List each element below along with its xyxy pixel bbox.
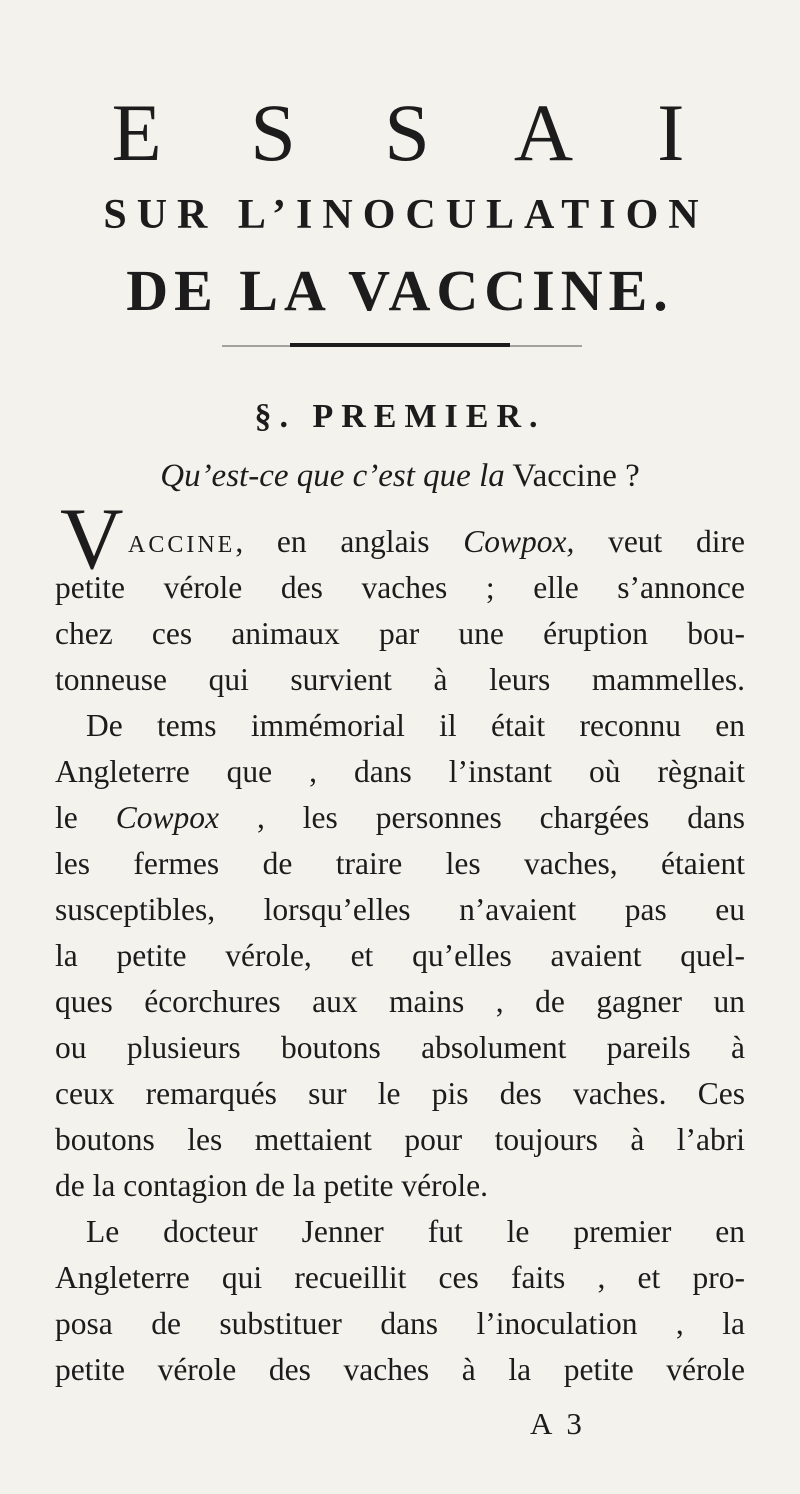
text-line-16: Le docteur Jenner fut le premier en bbox=[86, 1214, 745, 1249]
essay-subtitle-line-2: DE LA VACCINE. bbox=[126, 258, 674, 323]
line-7-italic: Cowpox bbox=[115, 800, 219, 835]
text-line-17: Angleterre qui recueillit ces faits , et pro- bbox=[55, 1260, 745, 1295]
text-line-15: de la contagion de la petite vérole. bbox=[55, 1168, 488, 1203]
line-1-italic: Cowpox, bbox=[463, 524, 575, 559]
text-line-19: petite vérole des vaches à la petite vérole bbox=[55, 1352, 745, 1387]
line-1-smallcaps: ACCINE bbox=[128, 532, 236, 558]
question-roman-part: Vaccine ? bbox=[512, 458, 640, 494]
line-7-text-b: , les personnes chargées dans bbox=[218, 800, 745, 835]
text-line-2: petite vérole des vaches ; elle s’annonce bbox=[55, 570, 745, 605]
text-line-3: chez ces animaux par une éruption bou- bbox=[55, 616, 745, 651]
line-7-text-a: le bbox=[55, 800, 116, 835]
text-line-9: susceptibles, lorsqu’elles n’avaient pas eu bbox=[55, 892, 745, 927]
text-line-6: Angleterre que , dans l’instant où règnait bbox=[55, 754, 745, 789]
text-line-5: De tems immémorial il était reconnu en bbox=[86, 708, 745, 743]
text-line-7 bbox=[55, 802, 745, 834]
text-line-13: ceux remarqués sur le pis des vaches. Ces bbox=[55, 1076, 745, 1111]
section-heading: §. PREMIER. bbox=[254, 398, 546, 435]
text-line-14: boutons les mettaient pour toujours à l’abri bbox=[55, 1122, 745, 1157]
text-line-10: la petite vérole, et qu’elles avaient quel- bbox=[55, 938, 745, 973]
essay-title: E S S A I bbox=[111, 87, 719, 178]
question-italic-part: Qu’est-ce que c’est que la bbox=[160, 458, 505, 494]
text-line-12: ou plusieurs boutons absolument pareils à bbox=[55, 1030, 745, 1065]
text-line-1 bbox=[128, 526, 745, 558]
line-1-text-b: veut dire bbox=[574, 524, 745, 559]
line-1-text-a: , en anglais bbox=[235, 524, 464, 559]
drop-capital: V bbox=[60, 491, 124, 588]
text-line-18: posa de substituer dans l’inoculation , la bbox=[55, 1306, 745, 1341]
text-line-4: tonneuse qui survient à leurs mammelles. bbox=[55, 662, 745, 697]
essay-subtitle-line-1: SUR L’INOCULATION bbox=[103, 192, 709, 238]
text-line-8: les fermes de traire les vaches, étaient bbox=[55, 846, 745, 881]
text-line-11: ques écorchures aux mains , de gagner un bbox=[55, 984, 745, 1019]
printer-signature-mark: A 3 bbox=[530, 1406, 586, 1441]
